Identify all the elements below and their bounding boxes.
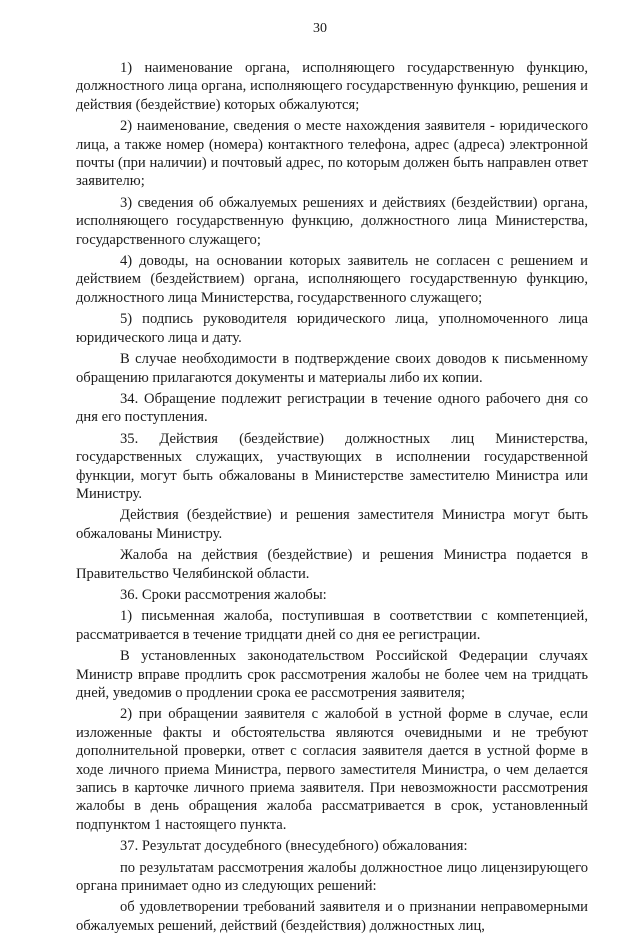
paragraph: В установленных законодательством Российской Федерации случаях Министр вправе продлить срок рассмотрения жалобы не более чем на тридцать дней, уведомив о продлении срока ее рассмотрения заявителя; [76,648,588,701]
paragraph: 37. Результат досудебного (внесудебного) обжалования: [120,838,468,855]
document-body [76,59,588,935]
paragraph: 34. Обращение подлежит регистрации в течение одного рабочего дня со дня его поступления. [76,390,588,426]
paragraph: Жалоба на действия (бездействие) и решения Министра подается в Правительство Челябинской области. [76,547,588,582]
paragraph: 2) при обращении заявителя с жалобой в устной форме в случае, если изложенные факты и обстоятельства являются очевидными и не требуют дополнительной проверки, ответ с согласия заявителя дается в устной форме в ходе личного приема Министра, первого заместителя Министра, о чем делается запись в карточке личного приема заявителя. При невозможности рассмотрения жалобы в день обращения жалоба рассматривается в срок, установленный подпунктом 1 настоящего пункта. [76,706,588,833]
paragraph: 35. Действия (бездействие) должностных лиц Министерства, государственных служащих, участвующих в исполнении государственной функции, могут быть обжалованы в Министерстве заместителю Министра или Министру. [76,430,588,502]
paragraph: 1) наименование органа, исполняющего государственную функцию, должностного лица органа, исполняющего государственную функцию, решения и действия (бездействие) которых обжалуются; [76,60,588,113]
paragraph: об удовлетворении требований заявителя и о признании неправомерными обжалуемых решений, действий (бездействия) должностных лиц, [76,899,588,934]
paragraph: 36. Сроки рассмотрения жалобы: [120,586,327,603]
paragraph: В случае необходимости в подтверждение своих доводов к письменному обращению прилагаются документы и материалы либо их копии. [76,351,588,386]
paragraph: 3) сведения об обжалуемых решениях и действиях (бездействии) органа, исполняющего государственную функцию, должностного лица Министерства, государственного служащего; [76,194,588,248]
page-number: 30 [313,21,327,36]
paragraph: Действия (бездействие) и решения заместителя Министра могут быть обжалованы Министру. [76,507,588,542]
paragraph: по результатам рассмотрения жалобы должностное лицо лицензирующего органа принимает одно из следующих решений: [76,859,588,895]
paragraph: 2) наименование, сведения о месте нахождения заявителя - юридического лица, а также номер (номера) контактного телефона, адрес (адреса) электронной почты (при наличии) и почтовый адрес, по которым должен быть направлен ответ заявителю; [76,118,588,190]
paragraph: 4) доводы, на основании которых заявитель не согласен с решением и действием (бездействием) органа, исполняющего государственную функцию, должностного лица Министерства, государственного служащего; [76,253,588,306]
paragraph: 5) подпись руководителя юридического лица, уполномоченного лица юридического лица и дату. [76,311,588,346]
paragraph: 1) письменная жалоба, поступившая в соответствии с компетенцией, рассматривается в течение тридцати дней со дня ее регистрации. [76,608,588,643]
